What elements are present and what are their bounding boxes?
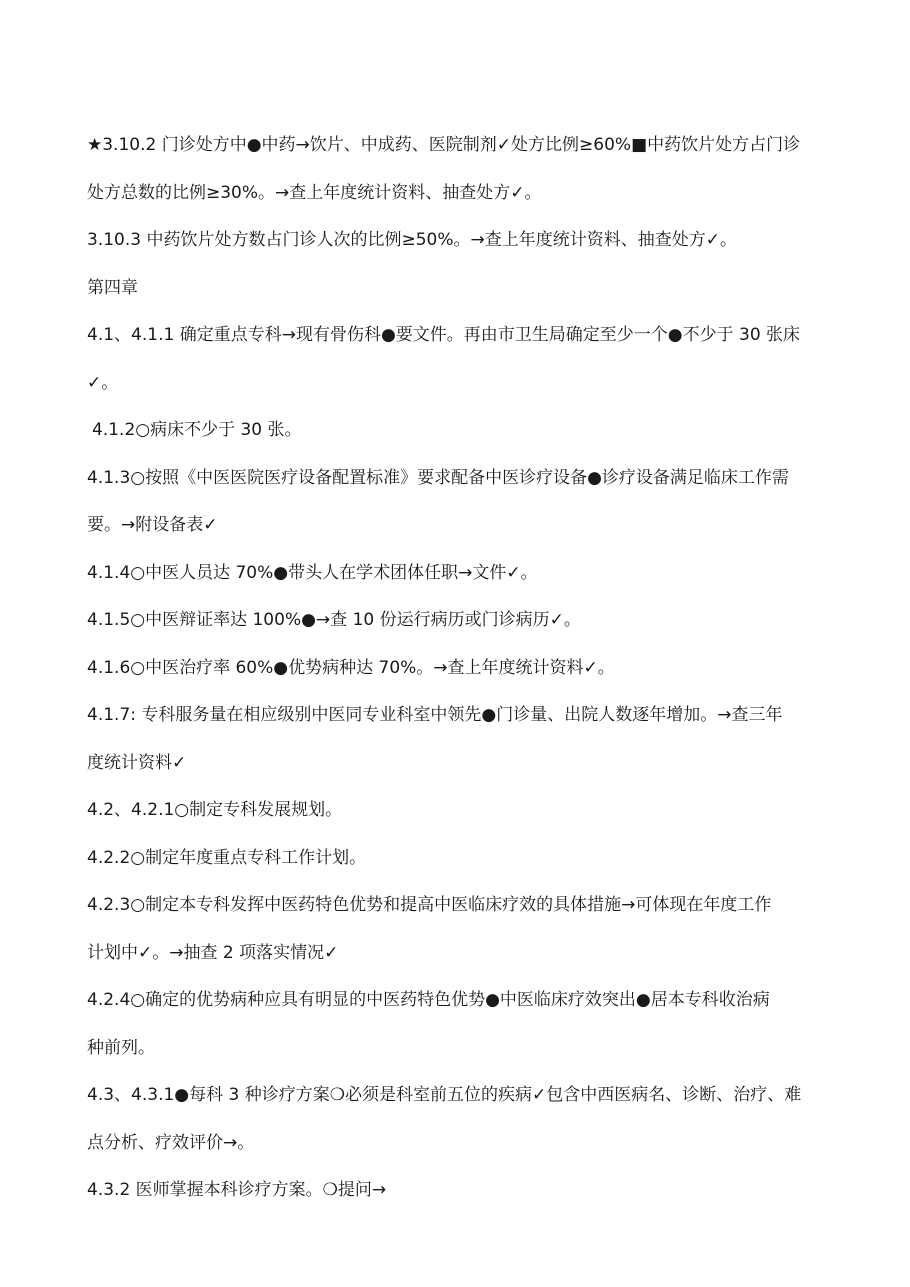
text-line: 4.2.4○确定的优势病种应具有明显的中医药特色优势●中医临床疗效突出●居本专科收治病 xyxy=(87,990,770,1010)
text-line: 4.1.2○病床不少于 30 张。 xyxy=(92,420,302,440)
text-line: 4.1.4○中医人员达 70%●带头人在学术团体任职→文件✓。 xyxy=(87,562,538,583)
text-line: 度统计资料✓ xyxy=(87,752,187,773)
text-line: 处方总数的比例≥30%。→查上年度统计资料、抽查处方✓。 xyxy=(87,182,542,203)
text-line: 4.1.3○按照《中医医院医疗设备配置标准》要求配备中医诊疗设备●诊疗设备满足临床工作需 xyxy=(87,467,789,488)
text-line: 4.3、4.3.1●每科 3 种诊疗方案❍必须是科室前五位的疾病✓包含中西医病名、诊断、治疗、难 xyxy=(87,1085,802,1105)
text-line: 4.1、4.1.1 确定重点专科→现有骨伤科●要文件。再由市卫生局确定至少一个●不少于 30 张床 xyxy=(87,325,801,345)
text-line: 4.1.7: 专科服务量在相应级别中医同专业科室中领先●门诊量、出院人数逐年增加。→查三年 xyxy=(87,705,783,725)
text-line: 4.3.2 医师掌握本科诊疗方案。❍提问→ xyxy=(87,1180,387,1200)
text-line: 计划中✓。→抽查 2 项落实情况✓ xyxy=(87,942,339,963)
text-line: 4.1.6○中医治疗率 60%●优势病种达 70%。→查上年度统计资料✓。 xyxy=(87,657,615,678)
text-line: 点分析、疗效评价→。 xyxy=(87,1132,255,1153)
text-line: ✓。 xyxy=(87,372,119,393)
text-line: 4.2、4.2.1○制定专科发展规划。 xyxy=(87,800,343,820)
text-line: 4.2.2○制定年度重点专科工作计划。 xyxy=(87,847,367,868)
text-line: 种前列。 xyxy=(87,1037,155,1058)
text-line: 4.2.3○制定本专科发挥中医药特色优势和提高中医临床疗效的具体措施→可体现在年度工作 xyxy=(87,895,772,915)
text-line: 要。→附设备表✓ xyxy=(87,515,218,535)
text-line: 3.10.3 中药饮片处方数占门诊人次的比例≥50%。→查上年度统计资料、抽查处方✓。 xyxy=(87,230,737,250)
text-line: 4.1.5○中医辩证率达 100%●→查 10 份运行病历或门诊病历✓。 xyxy=(87,610,581,630)
chapter-heading: 第四章 xyxy=(87,277,138,298)
text-line: ★3.10.2 门诊处方中●中药→饮片、中成药、医院制剂✓处方比例≥60%■中药饮片处方占门诊 xyxy=(87,135,801,155)
document-body xyxy=(87,122,827,1215)
